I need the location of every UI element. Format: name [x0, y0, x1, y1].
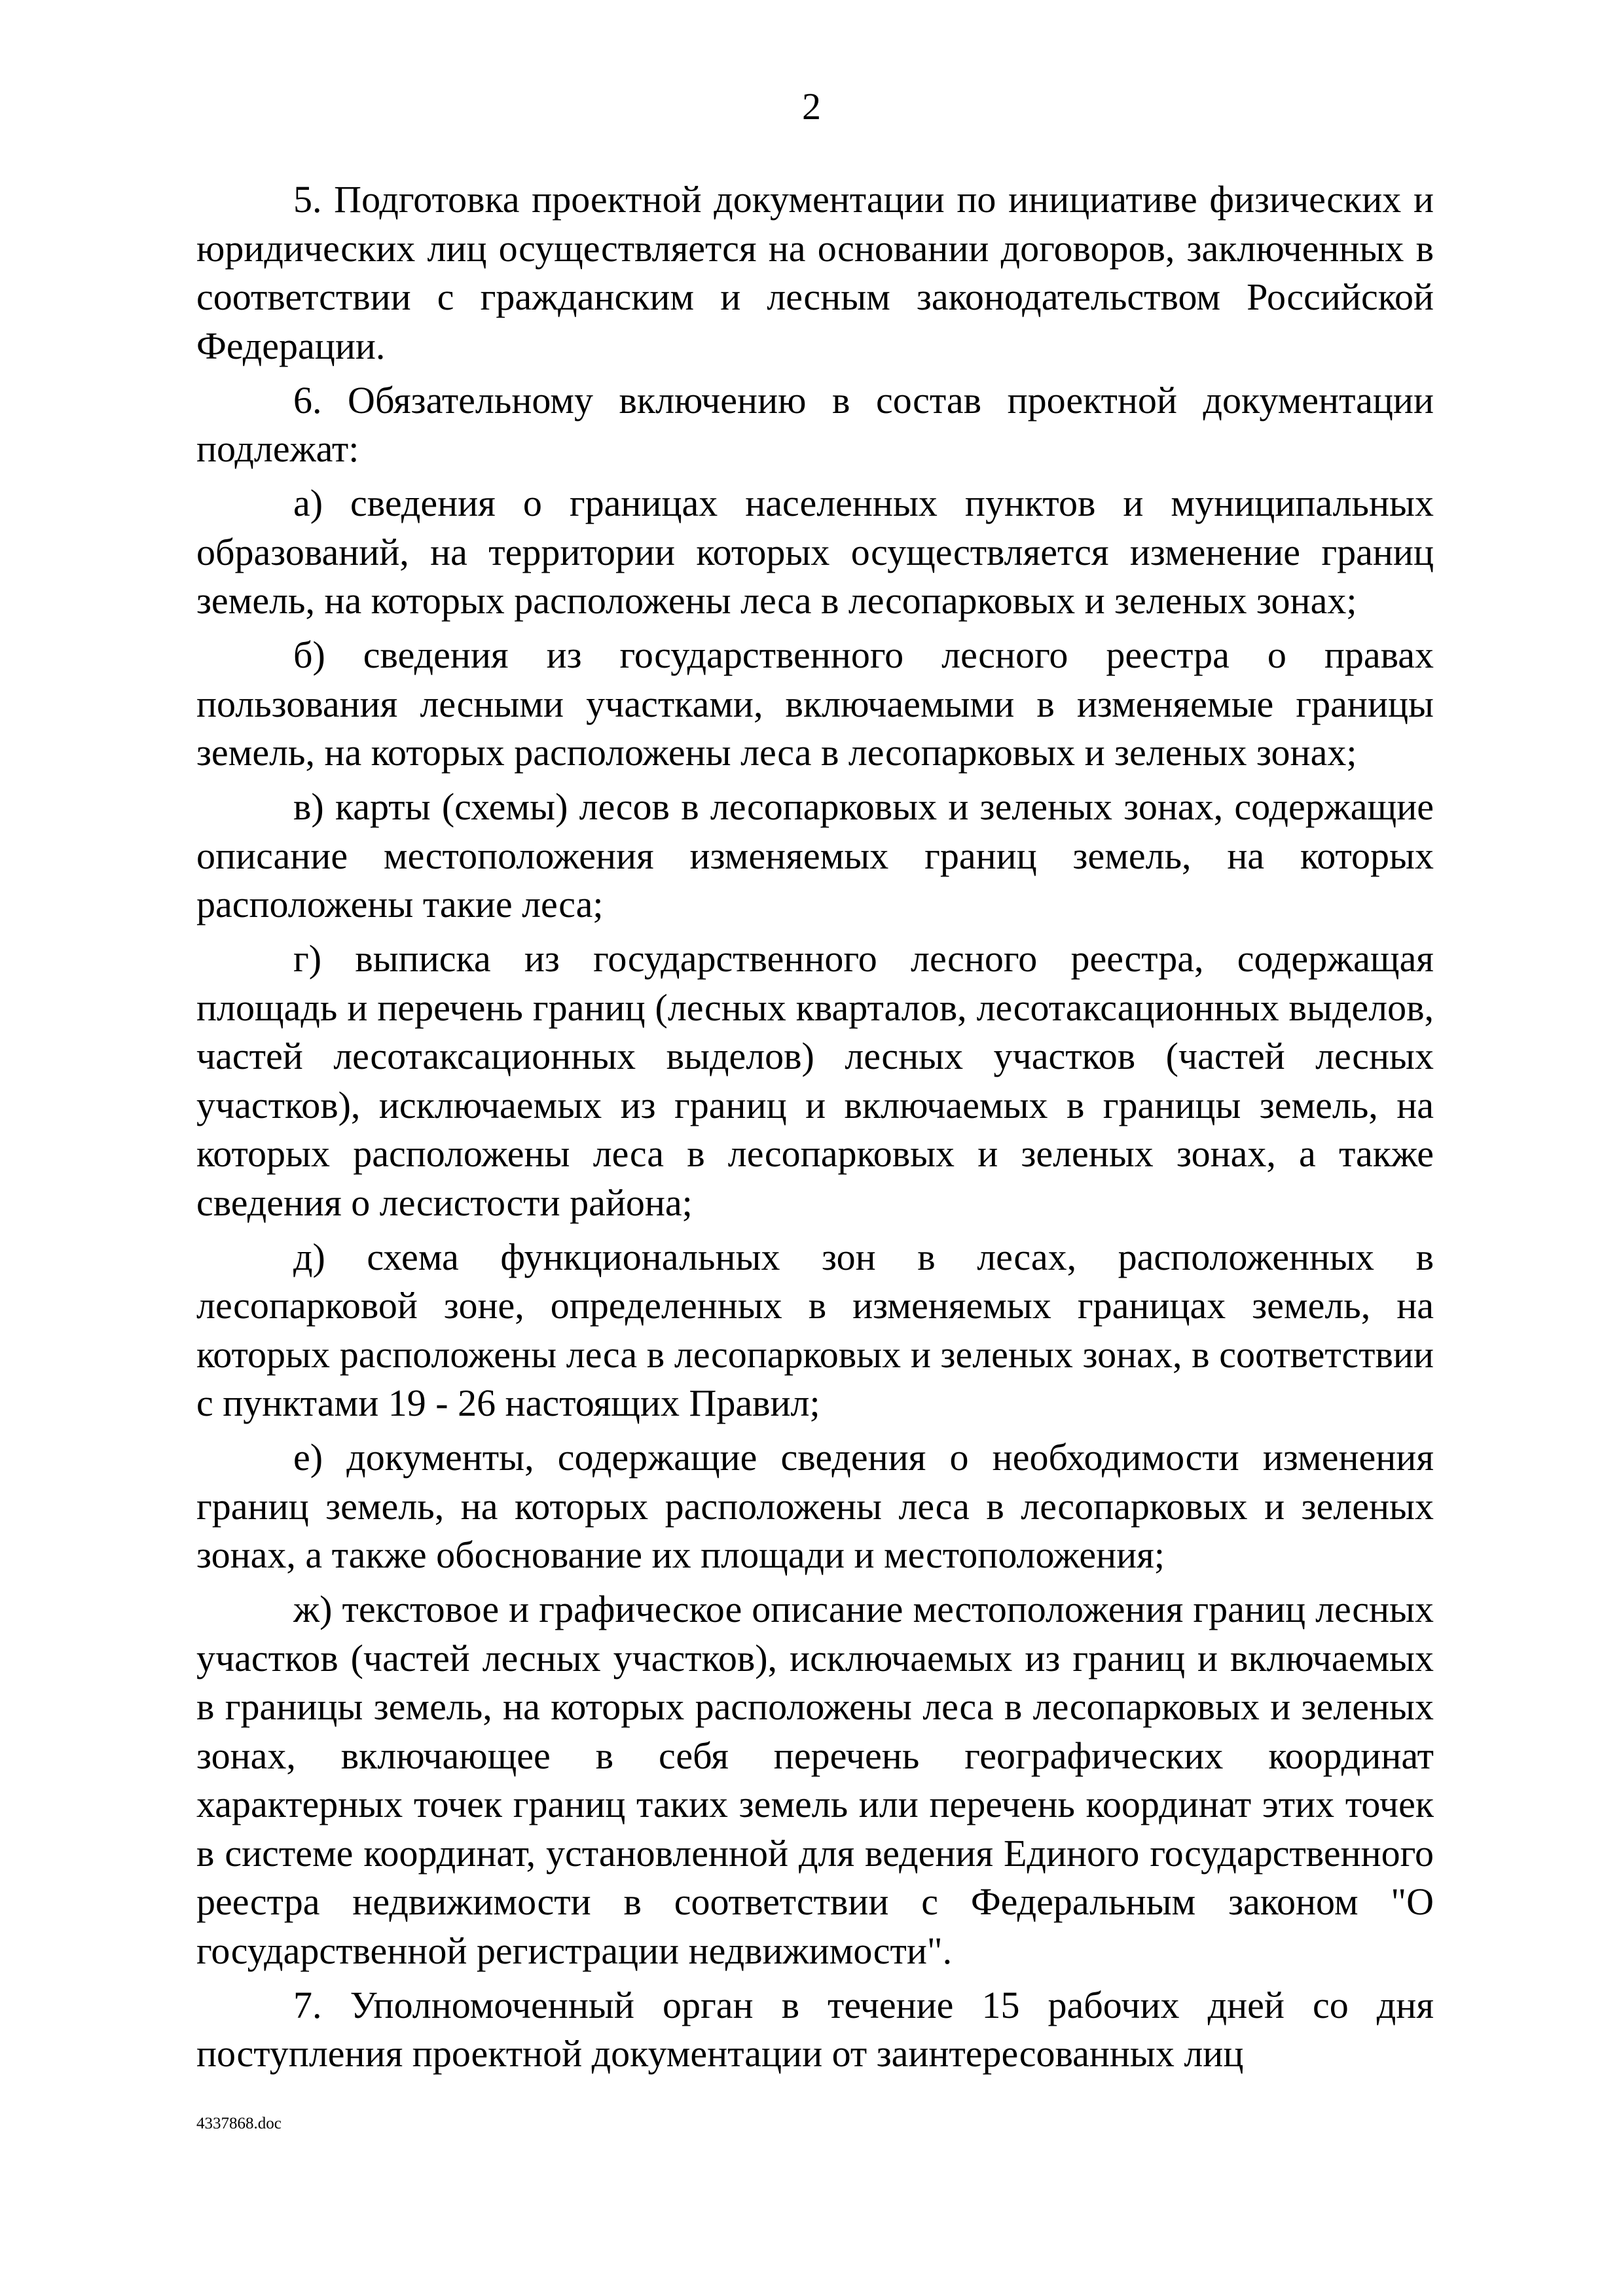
- paragraph-6b: б) сведения из государственного лесного реестра о правах пользования лесными участками, включаемыми в изменяемые границы земель, на которых расположены леса в лесопарковых и зеленых зонах;: [196, 634, 1434, 774]
- paragraph-6e: е) документы, содержащие сведения о необходимости изменения границ земель, на которых расположены леса в лесопарковых и зеленых зонах, а также обоснование их площади и местоположения;: [196, 1436, 1434, 1576]
- page-number: 2: [802, 85, 821, 128]
- paragraph-5: 5. Подготовка проектной документации по инициативе физических и юридических лиц осуществляется на основании договоров, заключенных в соответствии с гражданским и лесным законодательством Российской Федерации.: [196, 178, 1434, 367]
- paragraph-6d: д) схема функциональных зон в лесах, расположенных в лесопарковой зоне, определенных в изменяемых границах земель, на которых расположены леса в лесопарковых и зеленых зонах, в соответствии с пунктами 19 - 26 настоящих Правил;: [196, 1235, 1434, 1424]
- footer-file-label: 4337868.doc: [196, 2115, 282, 2132]
- paragraph-6: 6. Обязательному включению в состав проектной документации подлежат:: [196, 378, 1434, 470]
- document-body: [196, 175, 1434, 2084]
- paragraph-6g: г) выписка из государственного лесного реестра, содержащая площадь и перечень границ (лесных кварталов, лесотаксационных выделов, частей лесотаксационных выделов) лесных участков (частей лесных участков), исключаемых из границ и включаемых в границы земель, на которых расположены леса в лесопарковых и зеленых зонах, а также сведения о лесистости района;: [196, 937, 1434, 1224]
- paragraph-6a: а) сведения о границах населенных пунктов и муниципальных образований, на территории которых осуществляется изменение границ земель, на которых расположены леса в лесопарковых и зеленых зонах;: [196, 482, 1434, 622]
- paragraph-6zh: ж) текстовое и графическое описание местоположения границ лесных участков (частей лесных участков), исключаемых из границ и включаемых в границы земель, на которых расположены леса в лесопарковых и зеленых зонах, включающее в себя перечень географических координат характерных точек границ таких земель или перечень координат этих точек в системе координат, установленной для ведения Единого государственного реестра недвижимости в соответствии с Федеральным законом "О государственной регистрации недвижимости".: [196, 1588, 1434, 1972]
- paragraph-6v: в) карты (схемы) лесов в лесопарковых и зеленых зонах, содержащие описание местоположения изменяемых границ земель, на которых расположены такие леса;: [196, 785, 1434, 925]
- paragraph-7: 7. Уполномоченный орган в течение 15 рабочих дней со дня поступления проектной документации от заинтересованных лиц: [196, 1983, 1434, 2075]
